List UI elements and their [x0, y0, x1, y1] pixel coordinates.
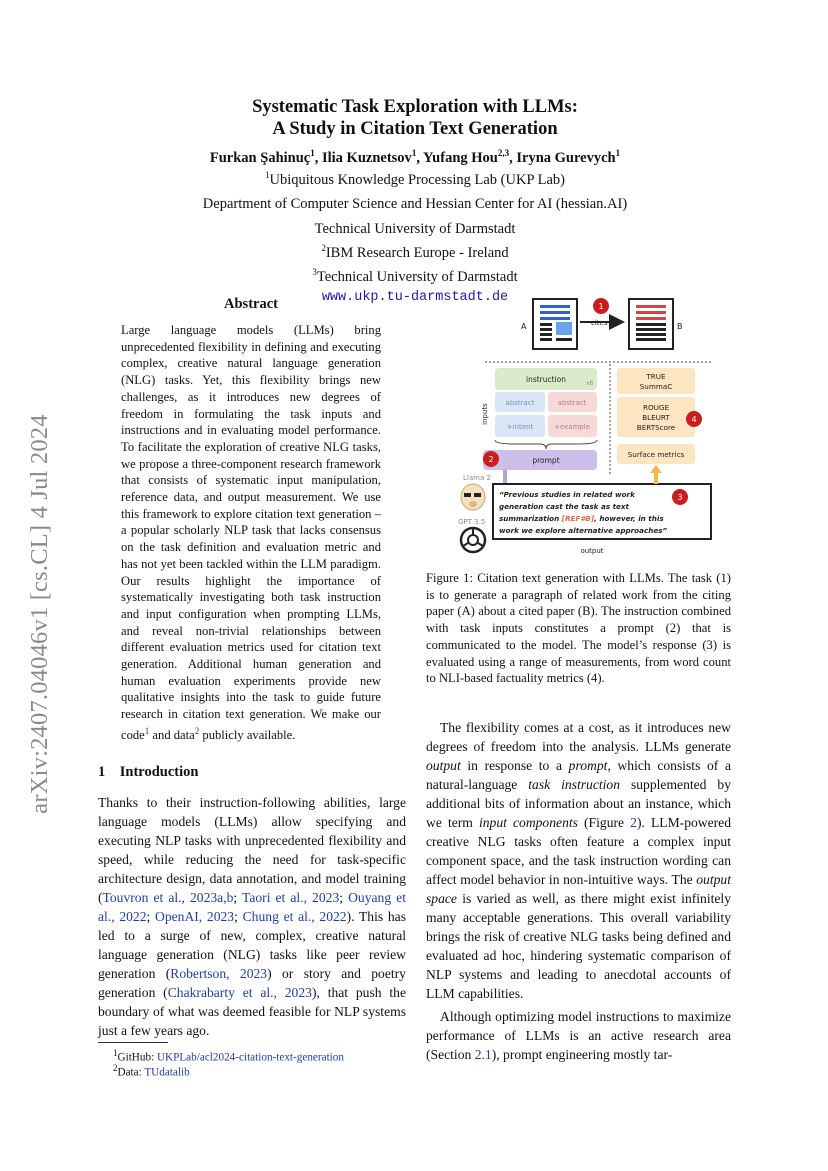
paper-a-icon	[533, 299, 577, 349]
badge-1-label: 1	[598, 302, 604, 311]
openai-icon	[461, 528, 485, 552]
figure-1	[455, 292, 715, 557]
rouge-label: ROUGE	[642, 403, 670, 412]
prompt-label: prompt	[532, 456, 560, 465]
abstract-body: Large language models (LLMs) bring unprecedented flexibility in defining and executing complex, creative natural language generation (NLG) tasks. Yet, this flexibility brings new challenges, as it introduces new degrees of freedom in formulating the task inputs and instructions and in evaluating model performance. To facilitate the exploration of creative NLG tasks, we propose a three-component research framework that consists of systematic input manipulation, reference data, and output measurement. We use this framework to explore citation text generation – a popular scholarly NLP task that lacks consensus on the task definition and evaluation metric and has not yet been tackled within the LLM paradigm. Our results highlight the importance of systematically investigating both task instruction and input configuration when prompting LLMs, and reveal non-trivial relationships between different evaluation metrics used for citation text generation. Additional human generation and human evaluation experiments provide new qualitative insights into the task to guide future research in citation text generation. We make our code$^1$ and data$^2$ publicly available.	[121, 323, 381, 743]
affiliation-line: $^1$Ubiquitous Knowledge Processing Lab (UKP Lab)	[265, 170, 565, 188]
citation-link[interactable]: Ouyang et al., 2022	[98, 890, 406, 924]
eval-arrow-head	[650, 465, 662, 473]
paragraph: Although optimizing model instructions to maximize performance of LLMs is an active research area (Section 2.1), prompt engineering mostly tar-	[426, 1009, 731, 1062]
arxiv-id: arXiv:2407.04046v1 [cs.CL] 4 Jul 2024	[26, 414, 53, 814]
citation-link[interactable]: Chakrabarty et al., 2023	[167, 985, 312, 1000]
x6-label: x6	[586, 380, 594, 387]
example-label: +example	[554, 423, 590, 431]
author-name: Iryna Gurevych	[516, 149, 616, 166]
footnote-2: $^2$Data: TUdatalib	[113, 1063, 190, 1079]
paper-b-label: B	[677, 322, 683, 331]
figure-caption: Figure 1: Citation text generation with LLMs. The task (1) is to generate a paragraph of related work from the citing paper (A) about a cited paper (B). The instruction combined with task inputs constitutes a prompt (2) that is communicated to the model. The model’s response (3) is evaluated using a range of measurements, from word count to NLI-based factuality metrics (4).	[426, 571, 731, 686]
author-affil-sup: 1	[615, 148, 621, 158]
bleurt-label: BLEURT	[642, 413, 670, 422]
paragraph: The flexibility comes at a cost, as it introduces new degrees of freedom into the analysis. LLMs generate output in response to a prompt, which consists of a natural-language task instruction supplemented by additional bits of information about an instance, which we term input components (Figure 2). LLM-powered creative NLG tasks often feature a complex input component space, and the task instruction wording can affect model behavior in non-intuitive ways. The output space is varied as well, as there might exist infinitely many acceptable generations. This overall variability brings the risk of creative NLG tasks being defined and evaluated ad hoc, hindering systematic comparison of NLP systems and leading to anecdotal accounts of LLM capabilities.	[426, 720, 731, 1001]
author-name: Furkan Şahinuç	[209, 149, 311, 166]
right-column-text	[426, 718, 731, 1064]
website-link[interactable]: www.ukp.tu-darmstadt.de	[321, 289, 509, 305]
figure-ref-link[interactable]: 2	[630, 815, 637, 830]
badge-2-label: 2	[488, 455, 494, 464]
badge-4-label: 4	[691, 415, 697, 424]
intro-paragraph: Thanks to their instruction-following abilities, large language models (LLMs) allow specifying and executing NLP tasks with unprecedented flexibility and speed, while reducing the need for task-specific architecture design, data annotation, and model training (Touvron et al., 2023a,b; Taori et al., 2023; Ouyang et al., 2022; OpenAI, 2023; Chung et al., 2022). This has led to a surge of new, complex, creative natural language generation (NLG) tasks like peer review generation (Robertson, 2023) or story and poetry generation (Chakrabarty et al., 2023), that push the boundary of what was deemed feasible for NLP systems just a few years ago.	[98, 795, 406, 1038]
gpt-label: GPT 3.5	[458, 518, 486, 526]
summac-label: SummaC	[639, 382, 673, 391]
instruction-label: instruction	[525, 375, 567, 384]
paper-b-icon	[629, 299, 673, 349]
footnote-1: $^1$GitHub: UKPLab/acl2024-citation-text-generation	[113, 1048, 344, 1064]
affiliation-line: Technical University of Darmstadt	[314, 220, 516, 237]
figure-1-diagram	[455, 292, 715, 557]
paper-title	[150, 96, 680, 140]
abstract-a-label: abstract	[505, 399, 535, 407]
footnote-ref-1[interactable]: 1	[144, 725, 150, 736]
section-ref-link[interactable]: 2.1	[474, 1047, 492, 1062]
author-name: Yufang Hou	[423, 149, 498, 166]
citation-link[interactable]: Robertson, 2023	[170, 966, 268, 981]
quote-line-1: “Previous studies in related work	[499, 490, 635, 499]
quote-line-3: summarization [REF#B], however, in this	[499, 514, 664, 523]
footnote-rule	[98, 1042, 168, 1043]
citation-link[interactable]: OpenAI, 2023	[155, 909, 235, 924]
llama-label: Llama 2	[463, 474, 491, 482]
quote-line-2: generation cast the task as text	[499, 502, 629, 511]
inputs-brace	[495, 440, 597, 449]
intent-label: +intent	[506, 423, 534, 431]
badge-3-label: 3	[677, 493, 683, 502]
author-name: Ilia Kuznetsov	[321, 149, 412, 166]
citation-link[interactable]: Touvron et al., 2023a,b	[102, 890, 234, 905]
bertscore-label: BERTScore	[636, 423, 676, 432]
github-link[interactable]: UKPLab/acl2024-citation-text-generation	[156, 1051, 344, 1064]
citation-link[interactable]: Chung et al., 2022	[242, 909, 347, 924]
cites-label: cites	[591, 319, 608, 327]
true-label: TRUE	[646, 372, 666, 381]
affiliations	[100, 166, 730, 307]
title-line-1: Systematic Task Exploration with LLMs:	[252, 97, 578, 117]
inputs-label: inputs	[481, 403, 489, 425]
footnote-ref-2[interactable]: 2	[194, 725, 200, 736]
citation-link[interactable]: Taori et al., 2023	[241, 890, 340, 905]
title-line-2: A Study in Citation Text Generation	[272, 119, 558, 139]
surface-metrics-label: Surface metrics	[627, 450, 685, 459]
llama-icon	[461, 484, 485, 510]
author-affil-sup: 1	[411, 148, 417, 158]
author-list: Furkan Şahinuç$^1$, Ilia Kuznetsov$^1$, Yufang Hou$^{2,3}$, Iryna Gurevych$^1$	[209, 148, 621, 166]
output-label: output	[580, 547, 604, 555]
author-affil-sup: 1	[310, 148, 315, 158]
paper-a-label: A	[521, 322, 527, 331]
author-affil-sup: 2,3	[497, 148, 510, 158]
quote-line-4: work we explore alternative approaches”	[499, 526, 668, 535]
abstract-heading: Abstract	[224, 296, 278, 312]
section-heading: 1 Introduction	[98, 764, 199, 780]
affiliation-line: Department of Computer Science and Hessian Center for AI (hessian.AI)	[202, 196, 628, 213]
arxiv-stamp	[20, 385, 60, 845]
data-link[interactable]: TUdatalib	[144, 1066, 190, 1079]
affiliation-line: $^2$IBM Research Europe - Ireland	[321, 242, 509, 261]
abstract-b-label: abstract	[557, 399, 587, 407]
affiliation-line: $^3$Technical University of Darmstadt	[312, 267, 518, 286]
